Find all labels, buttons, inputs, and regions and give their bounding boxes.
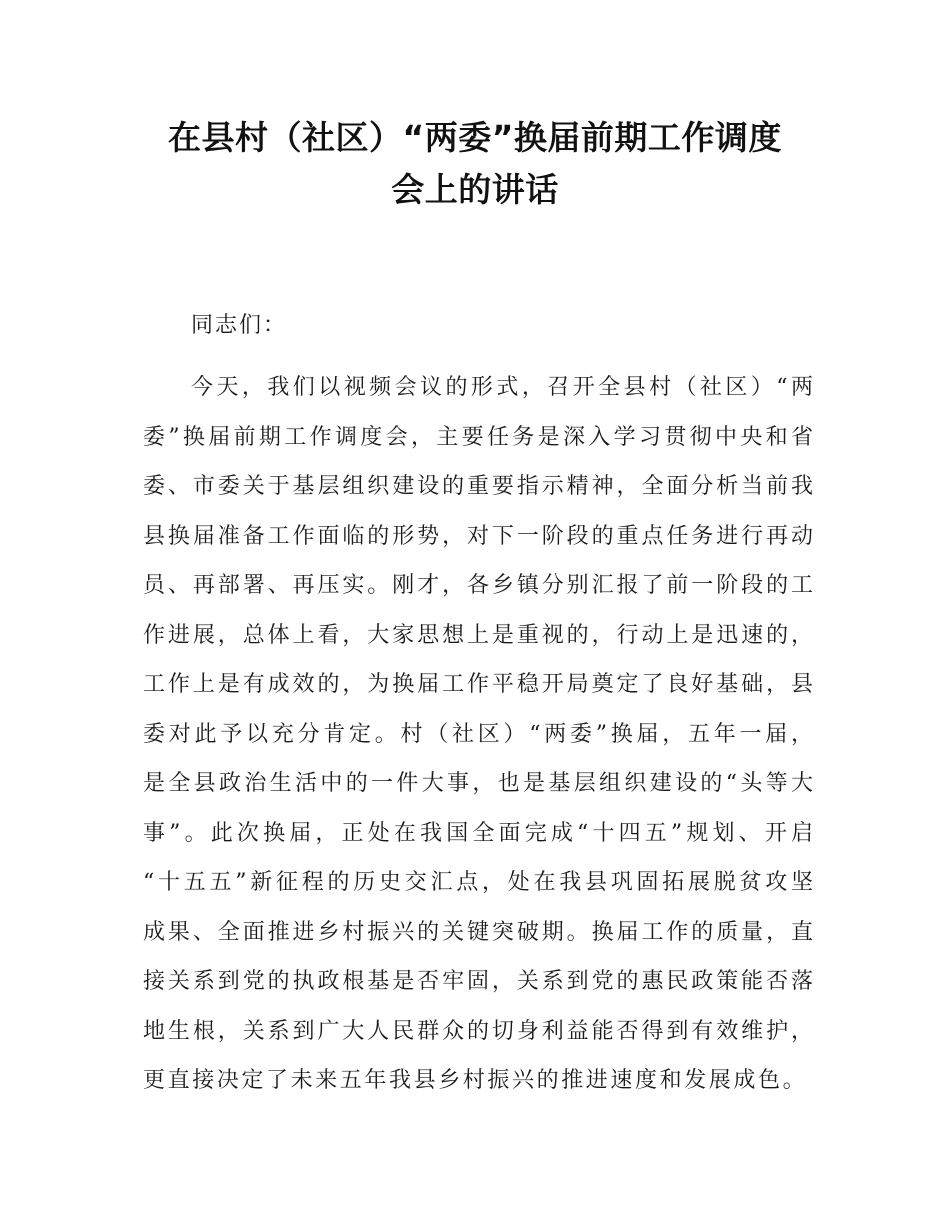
salutation: 同志们：	[191, 313, 288, 338]
paragraph-line: 委对此予以充分肯定。村（社区）“两委”换届，五年一届，	[143, 721, 813, 747]
paragraph-line: 接关系到党的执政根基是否牢固，关系到党的惠民政策能否落	[143, 969, 813, 994]
title-line-1: 在县村（社区）“两委”换届前期工作调度	[168, 118, 782, 157]
paragraph-line: 事”。此次换届，正处在我国全面完成“十四五”规划、开启	[143, 820, 813, 846]
paragraph-line: 员、再部署、再压实。刚才，各乡镇分别汇报了前一阶段的工	[143, 573, 813, 598]
paragraph-line: 成果、全面推进乡村振兴的关键突破期。换届工作的质量，直	[143, 919, 813, 945]
body-paragraph	[143, 368, 813, 1111]
paragraph-line: 县换届准备工作面临的形势，对下一阶段的重点任务进行再动	[143, 523, 813, 549]
paragraph-line: 是全县政治生活中的一件大事，也是基层组织建设的“头等大	[143, 771, 813, 796]
paragraph-line: 作进展，总体上看，大家思想上是重视的，行动上是迅速的，	[143, 622, 813, 648]
paragraph-line: 更直接决定了未来五年我县乡村振兴的推进速度和发展成色。	[143, 1068, 808, 1093]
paragraph-line: 今天，我们以视频会议的形式，召开全县村（社区）“两	[191, 375, 813, 400]
paragraph-line: “十五五”新征程的历史交汇点，处在我县巩固拓展脱贫攻坚	[143, 870, 813, 895]
paragraph-line: 委、市委关于基层组织建设的重要指示精神，全面分析当前我	[143, 474, 813, 499]
paragraph-line: 工作上是有成效的，为换届工作平稳开局奠定了良好基础，县	[143, 672, 813, 697]
paragraph-line: 委”换届前期工作调度会，主要任务是深入学习贯彻中央和省	[143, 424, 813, 450]
title-line-2: 会上的讲话	[391, 170, 559, 209]
document-title	[100, 112, 850, 216]
paragraph-line: 地生根，关系到广大人民群众的切身利益能否得到有效维护，	[143, 1018, 813, 1044]
